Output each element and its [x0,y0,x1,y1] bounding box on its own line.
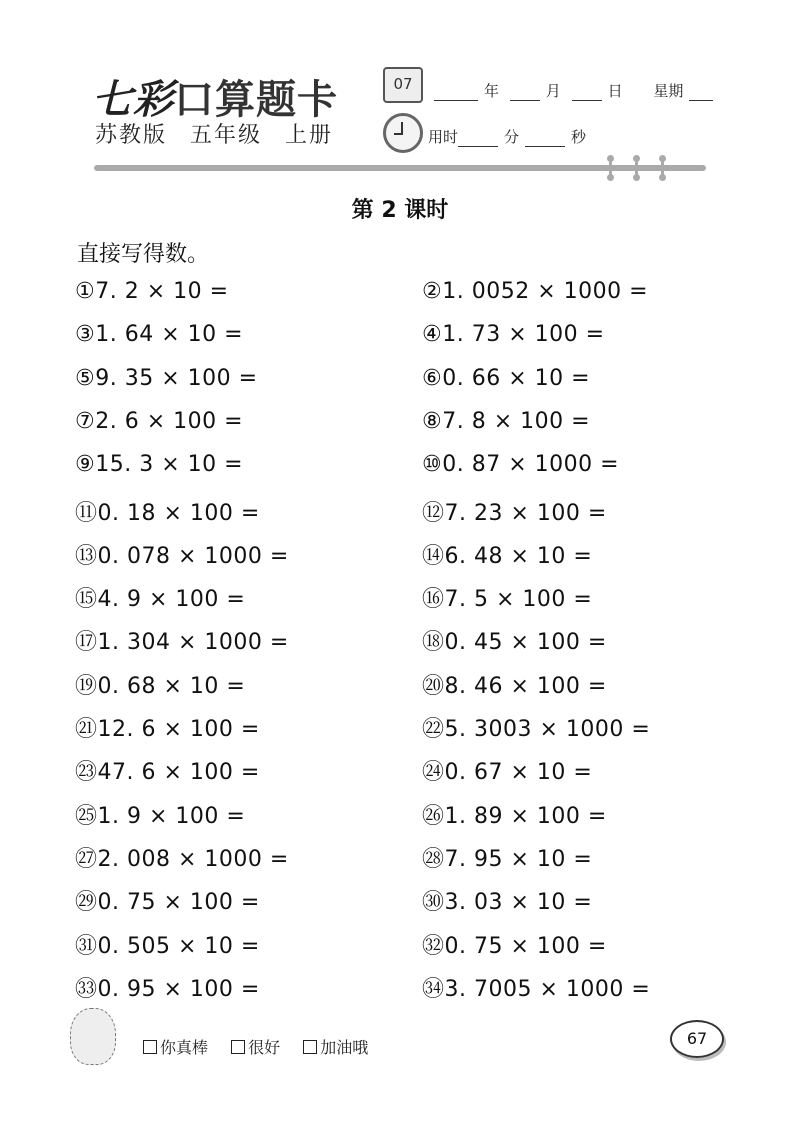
month-label: 月 [545,82,561,100]
brand-title: 口算题卡 [174,76,338,123]
problem-number: ⑰ [75,630,98,656]
brand-logo [92,68,338,125]
problem-number: ⑭ [422,543,445,569]
problem-expression: 0. 95 × 100 = [97,976,260,1002]
problem-expression: 7. 5 × 100 = [444,587,593,613]
seconds-label: 秒 [571,128,587,146]
problem-item [422,582,592,613]
problem-expression: 3. 7005 × 1000 = [444,976,651,1002]
problem-expression: 1. 304 × 1000 = [97,630,289,656]
problem-number: ⑬ [75,543,98,569]
page-number: 67 [670,1020,724,1058]
problem-item [422,929,607,960]
divider-pin [635,157,638,179]
minutes-blank[interactable] [458,132,498,147]
problem-number: ㉔ [422,760,445,786]
problem-item [75,712,260,743]
problem-item [422,755,592,786]
day-blank[interactable] [572,86,602,101]
time-fields [428,126,586,147]
problem-number: ⑲ [75,673,98,699]
checkbox[interactable] [303,1040,317,1054]
problem-number: ⑯ [422,587,445,613]
problem-item [75,799,245,830]
problem-expression: 1. 73 × 100 = [442,322,605,348]
month-blank[interactable] [510,86,540,101]
problem-item [75,755,260,786]
problem-expression: 0. 505 × 10 = [97,933,260,959]
problem-item [75,582,245,613]
rating-option[interactable] [143,1038,208,1057]
problem-expression: 1. 89 × 100 = [444,803,607,829]
problem-expression: 0. 75 × 100 = [444,933,607,959]
checkbox[interactable] [231,1040,245,1054]
problem-expression: 4. 9 × 100 = [97,587,246,613]
rating-option[interactable] [303,1038,368,1057]
problem-expression: 0. 87 × 1000 = [442,452,620,478]
edition-label: 苏教版 五年级 上册 [95,123,333,148]
mascot-illustration [70,1008,116,1065]
problem-expression: 7. 2 × 10 = [95,279,229,304]
problem-number: ⑮ [75,587,98,613]
problem-expression: 7. 23 × 100 = [444,500,607,526]
problem-expression: 8. 46 × 100 = [444,673,607,699]
problem-expression: 0. 078 × 1000 = [97,543,289,569]
problem-item [422,972,650,1003]
clock-icon [383,113,423,153]
problem-item [75,885,260,916]
problem-number: ㉞ [422,976,445,1002]
lesson-title: 第 2 课时 [351,198,449,223]
problem-number: ㉜ [422,933,445,959]
rating-options [143,1035,386,1058]
problem-number: ⑥ [422,365,443,391]
rating-label: 加油哦 [320,1038,369,1057]
problem-item [422,452,619,477]
problem-item [75,279,229,304]
problem-expression: 2. 008 × 1000 = [97,846,289,872]
problem-expression: 0. 45 × 100 = [444,630,607,656]
problem-number: ㉙ [75,890,98,916]
problem-expression: 9. 35 × 100 = [95,365,258,391]
problem-item [75,409,243,434]
problem-item [422,322,605,347]
problem-item [75,452,243,477]
problem-number: ⑤ [75,365,96,391]
problem-number: ㉑ [75,717,98,742]
problem-expression: 1. 9 × 100 = [97,803,246,829]
problem-item [422,625,607,656]
problem-item [75,625,289,656]
problem-number: ① [75,279,96,304]
problem-number: ㉕ [75,803,98,829]
problem-expression: 2. 6 × 100 = [95,408,244,434]
seconds-blank[interactable] [525,132,565,147]
problem-number: ㉚ [422,890,445,916]
problem-number: ⑦ [75,408,96,434]
problem-item [422,496,607,527]
rating-label: 你真棒 [160,1038,209,1057]
problem-expression: 1. 0052 × 1000 = [442,279,649,304]
problem-item [422,799,607,830]
problem-number: ⑧ [422,408,443,434]
problem-expression: 3. 03 × 10 = [444,890,593,916]
day-label: 日 [607,82,623,100]
problem-number: ⑨ [75,452,96,478]
divider-pin [609,157,612,179]
weekday-blank[interactable] [689,86,713,101]
problem-item [75,842,289,873]
problem-expression: 1. 64 × 10 = [95,322,244,348]
divider [94,165,706,171]
problem-item [422,409,590,434]
problem-number: ㉘ [422,846,445,872]
problem-expression: 0. 68 × 10 = [97,673,246,699]
problem-number: ㉓ [75,760,98,786]
problem-number: ⑩ [422,452,443,478]
checkbox[interactable] [143,1040,157,1054]
problem-expression: 0. 75 × 100 = [97,890,260,916]
problem-number: ㉒ [422,717,445,742]
problem-number: ㉗ [75,846,98,872]
problem-item [422,279,648,304]
problem-expression: 47. 6 × 100 = [97,760,260,786]
problem-expression: 7. 95 × 10 = [444,846,593,872]
year-blank[interactable] [434,86,478,101]
problem-expression: 6. 48 × 10 = [444,543,593,569]
calendar-icon: 07 [383,67,423,103]
problem-number: ③ [75,322,96,348]
problem-number: ⑳ [422,673,445,699]
problem-item [422,712,650,743]
problem-number: ㉖ [422,803,445,829]
problem-expression: 0. 18 × 100 = [97,500,260,526]
problem-expression: 0. 66 × 10 = [442,365,591,391]
problem-item [75,366,258,391]
problem-item [75,322,243,347]
minutes-label: 分 [504,128,520,146]
weekday-label: 星期 [653,82,684,100]
rating-label: 很好 [248,1038,281,1057]
problem-number: ⑱ [422,630,445,656]
time-used-label: 用时 [428,128,459,146]
problem-expression: 7. 8 × 100 = [442,408,591,434]
brand-prefix: 七彩 [92,76,174,123]
year-label: 年 [484,82,500,100]
problem-number: ⑫ [422,500,445,526]
divider-pin [661,157,664,179]
problem-number: ㉛ [75,933,98,959]
problem-item [75,669,245,700]
problem-expression: 15. 3 × 10 = [95,452,244,478]
instruction: 直接写得数。 [77,242,210,267]
problem-number: ② [422,279,443,304]
problem-item [422,669,607,700]
problem-item [422,885,592,916]
problem-item [75,496,260,527]
problem-expression: 0. 67 × 10 = [444,760,593,786]
problem-item [75,929,260,960]
problem-item [422,539,592,570]
problem-item [75,539,289,570]
problem-expression: 5. 3003 × 1000 = [444,717,651,742]
rating-option[interactable] [231,1038,280,1057]
date-fields [428,80,719,101]
problem-item [422,842,592,873]
problem-item [75,972,260,1003]
problem-item [422,366,590,391]
problem-number: ⑪ [75,500,98,526]
problem-number: ㉝ [75,976,98,1002]
problem-number: ④ [422,322,443,348]
problem-expression: 12. 6 × 100 = [97,717,260,742]
